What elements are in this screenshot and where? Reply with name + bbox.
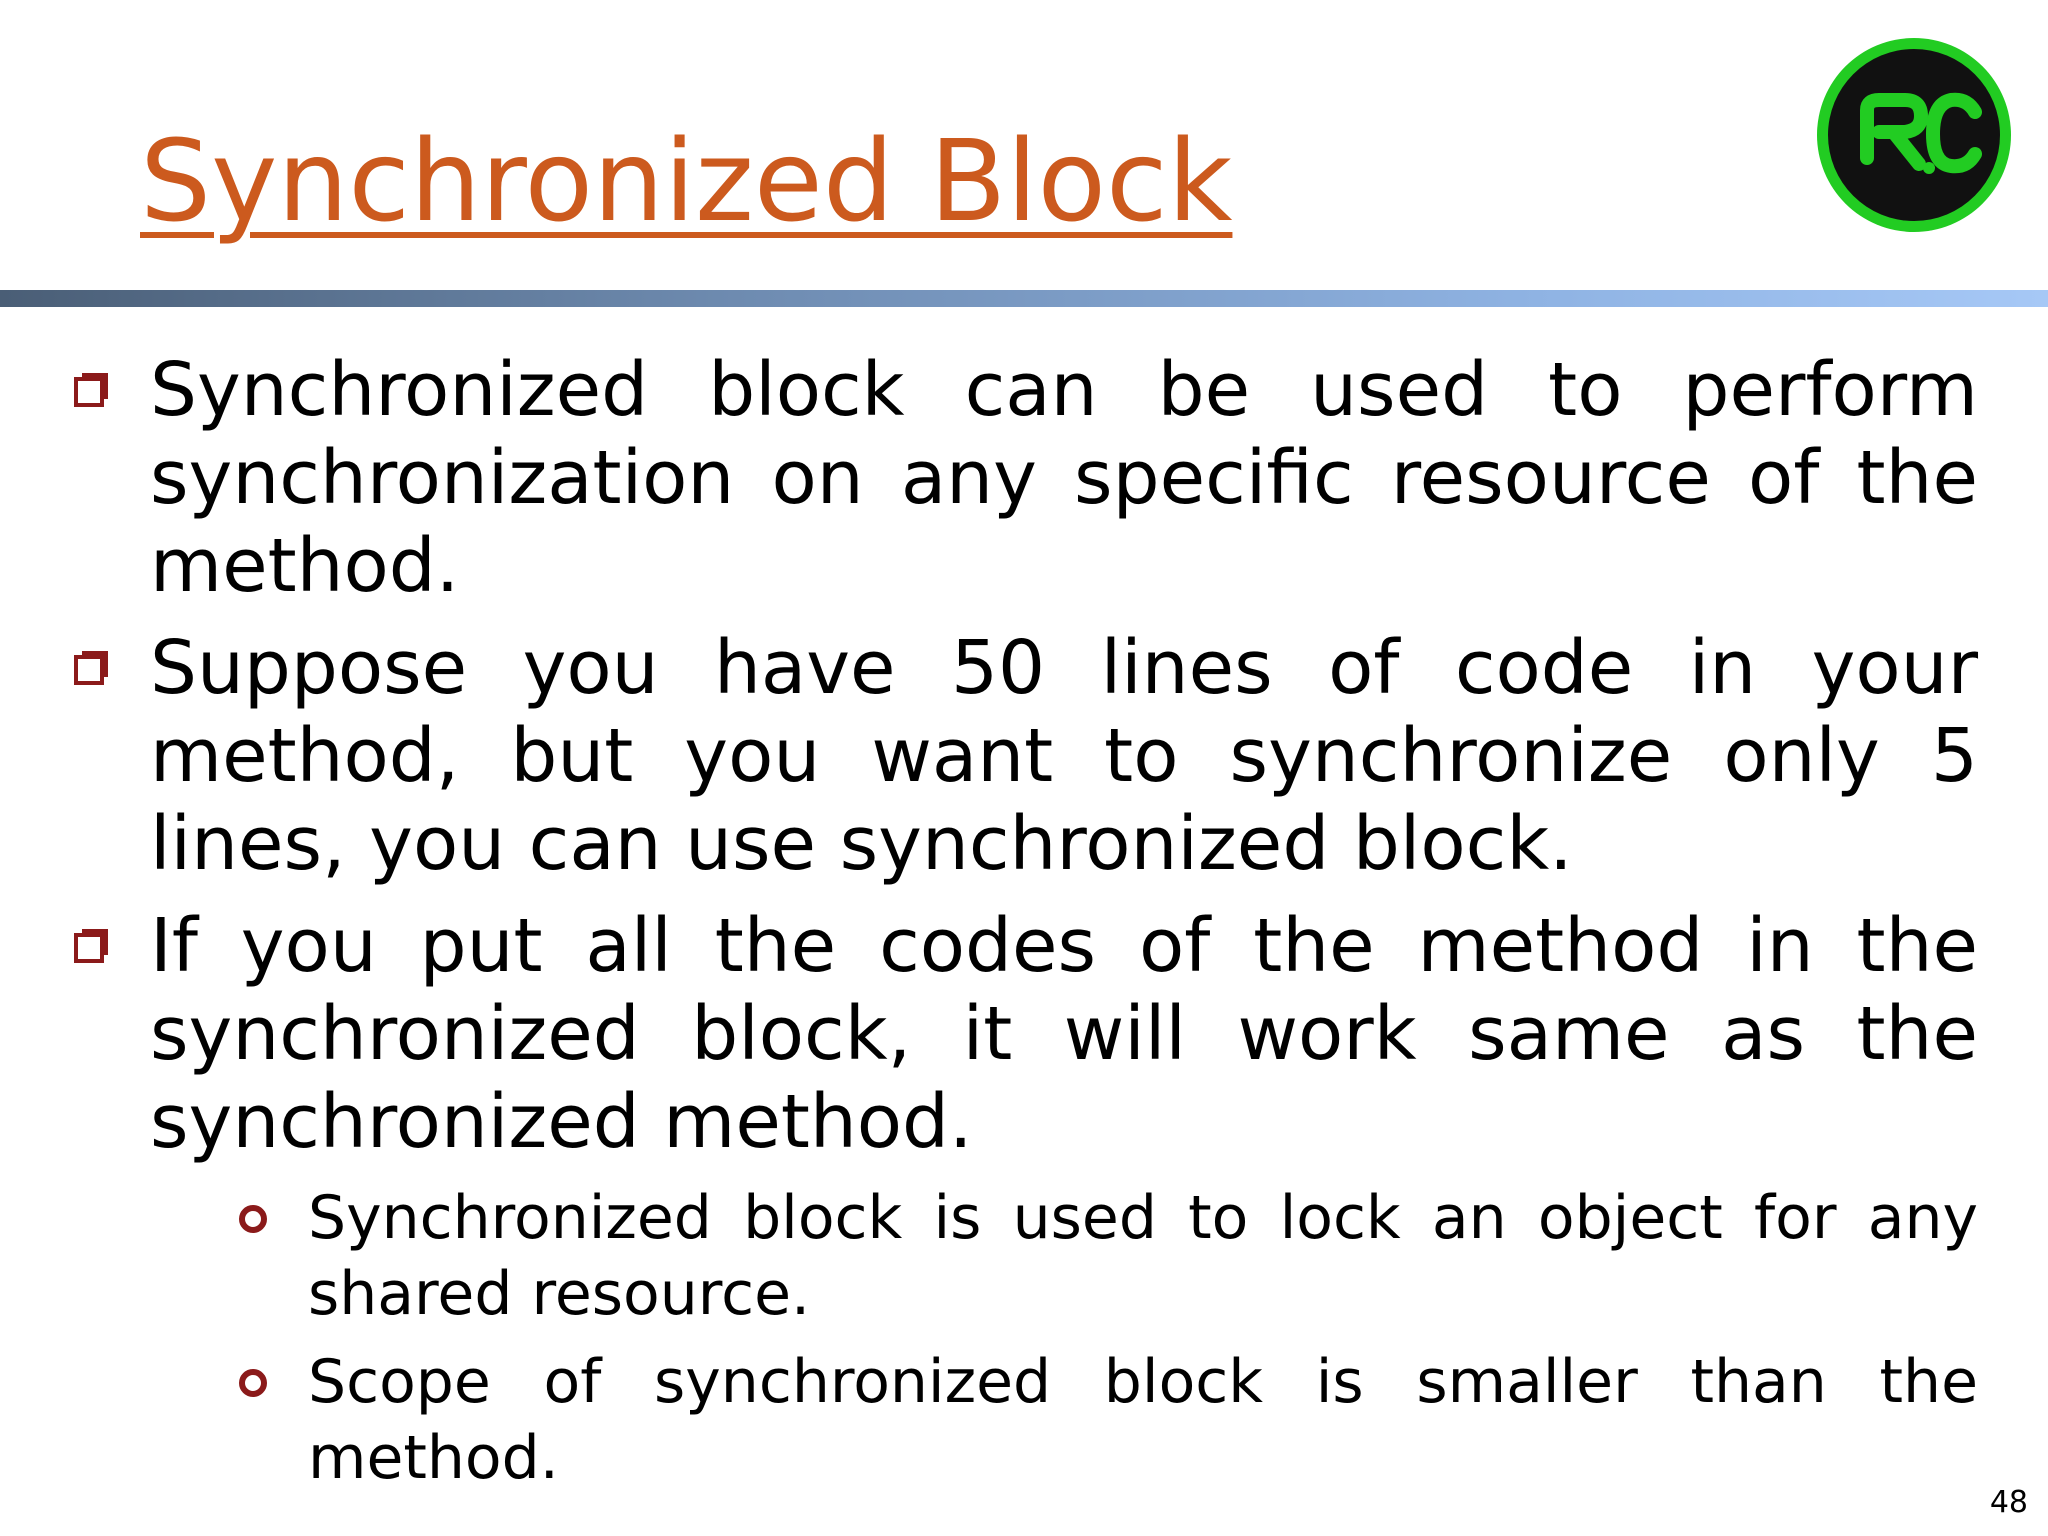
sub-bullet-item xyxy=(238,1344,1978,1496)
sub-bullet-text: Synchronized block is used to lock an object for any shared resource. xyxy=(308,1183,1978,1329)
bullet-item xyxy=(70,624,1978,888)
circle-bullet-icon xyxy=(238,1368,268,1398)
slide-title: Synchronized Block xyxy=(140,117,1233,247)
logo xyxy=(1817,38,2011,232)
bullet-item xyxy=(70,902,1978,1166)
sub-bullet-text: Scope of synchronized block is smaller than the method. xyxy=(308,1347,1978,1493)
circle-bullet-icon xyxy=(238,1204,268,1234)
bullet-item xyxy=(70,346,1978,610)
square-bullet-icon xyxy=(74,927,110,963)
bullet-text: Suppose you have 50 lines of code in your method, but you want to synchronize only 5 lines, you can use synchronized block. xyxy=(150,625,1978,887)
bullet-text: Synchronized block can be used to perform synchronization on any specific resource of the method. xyxy=(150,347,1978,609)
slide-body xyxy=(70,346,1978,1508)
title-divider xyxy=(0,290,2048,307)
bullet-text: If you put all the codes of the method in the synchronized block, it will work same as the synchronized method. xyxy=(150,903,1978,1165)
sub-bullet-item xyxy=(238,1180,1978,1332)
page-number: 48 xyxy=(1989,1485,2028,1520)
square-bullet-icon xyxy=(74,371,110,407)
logo-graphic xyxy=(1817,38,2011,232)
square-bullet-icon xyxy=(74,649,110,685)
